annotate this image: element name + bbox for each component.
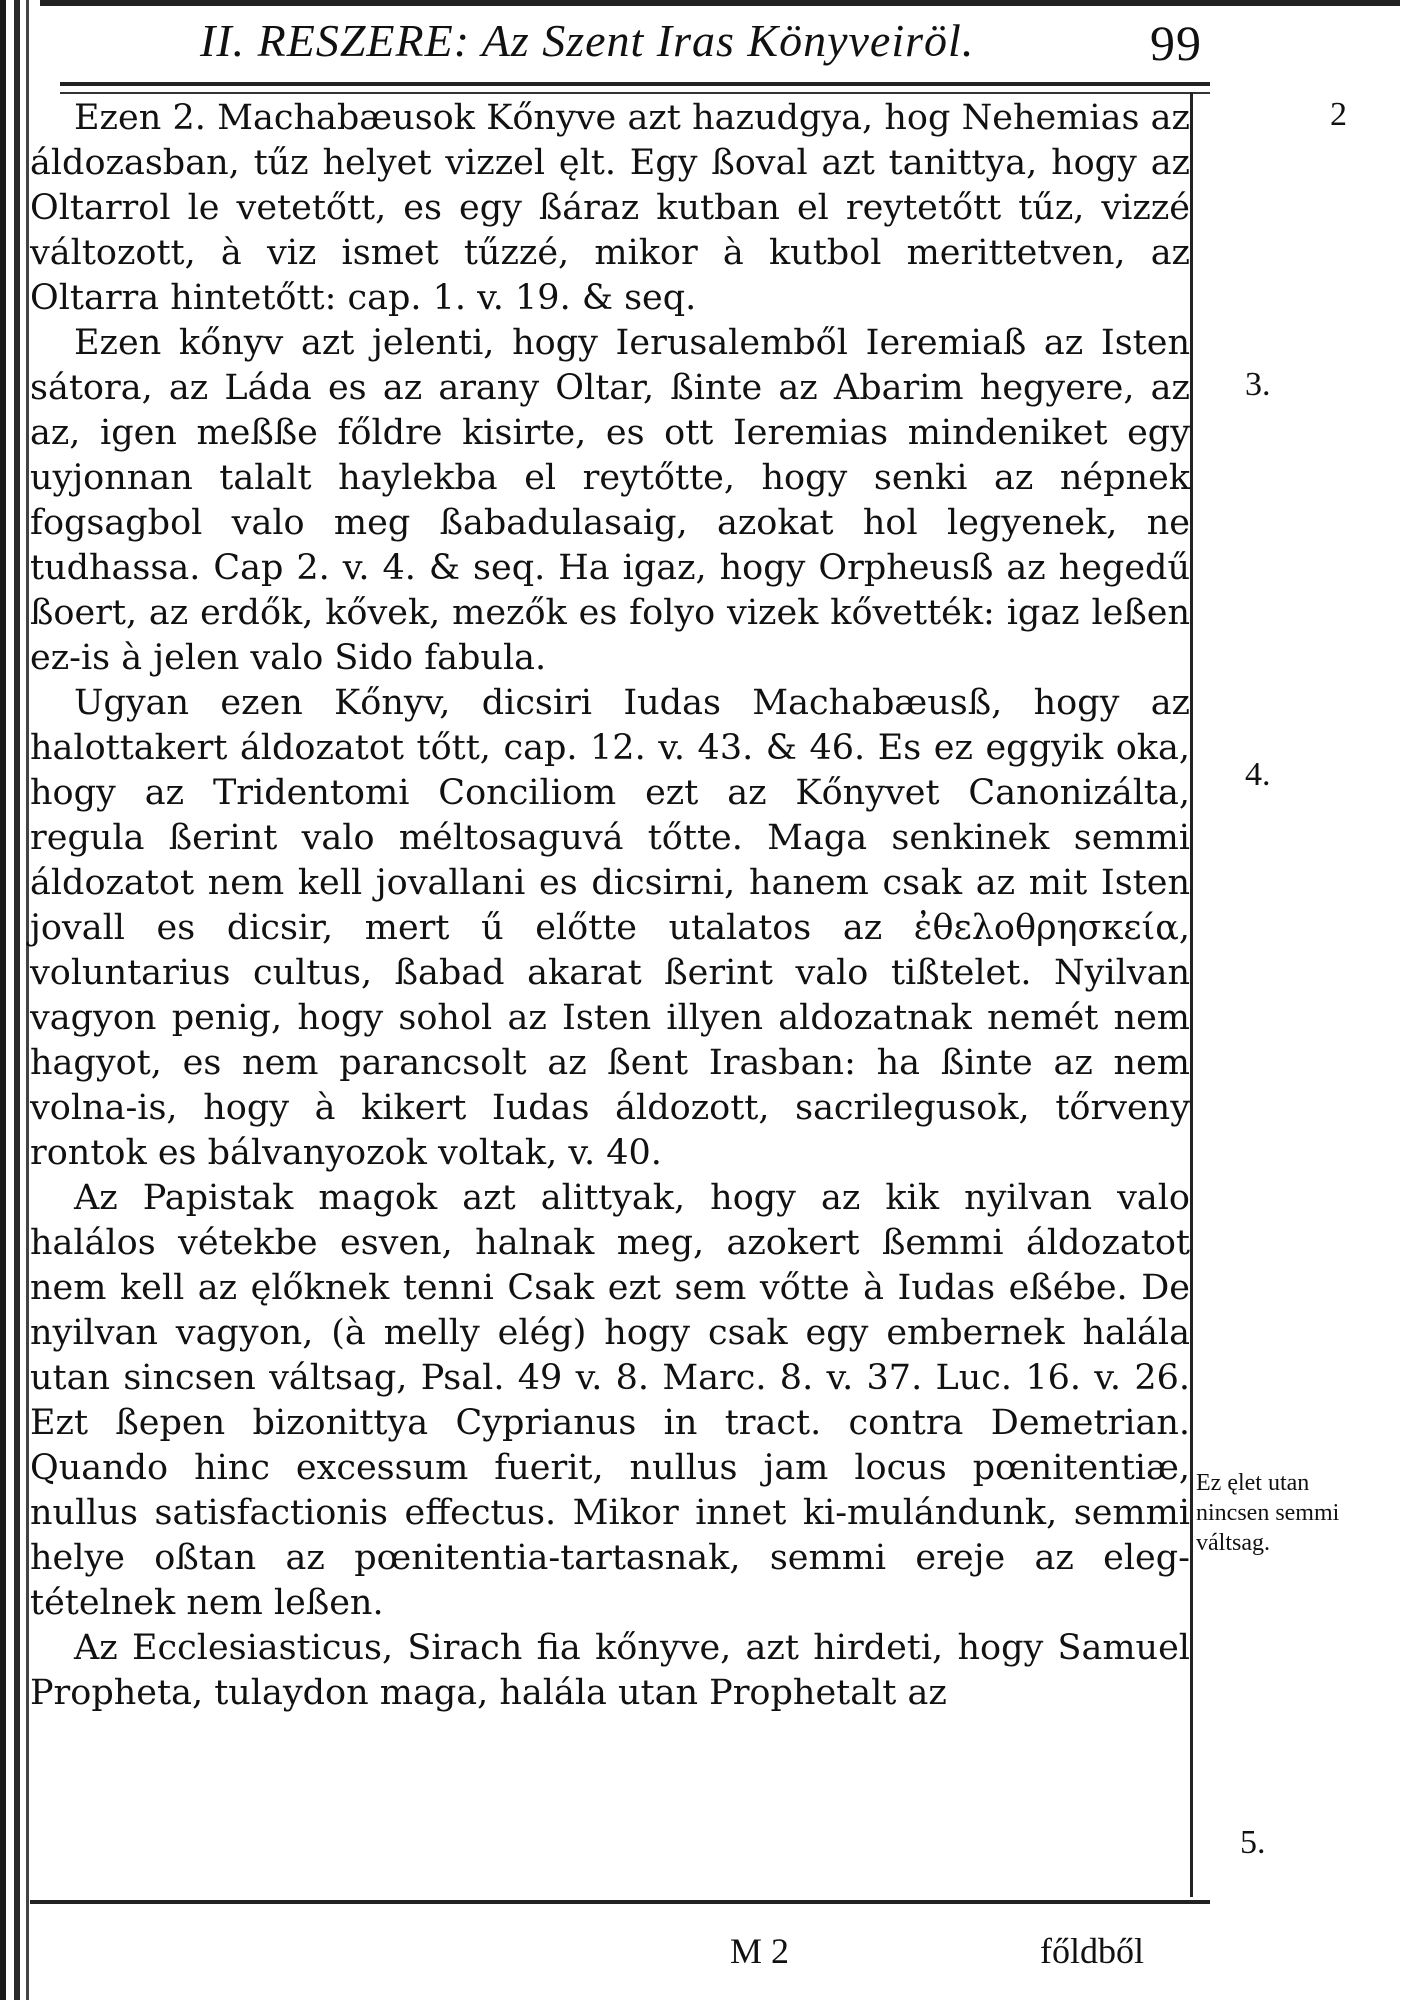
signature-mark: M 2 — [730, 1931, 790, 1971]
body-text — [30, 96, 1190, 1716]
catchword: főldből — [1040, 1931, 1144, 1971]
bottom-rule — [30, 1900, 1210, 1904]
margin-note-5: 5. — [1240, 1824, 1266, 1861]
paragraph-3: Ugyan ezen Kőnyv, dicsiri Iudas Machabæusß, hogy az halottakert áldozatot tőtt, cap. 12. v. 43. & 46. Es ez eggyik oka, hogy az Tridentomi Conciliom ezt az Kőnyvet Canonizálta, regula ßerint valo méltosaguvá tőtte. Maga senkinek semmi áldozatot nem kell jovallani es dicsirni, hanem csak az mit Isten jovall es dicsir, mert ű előtte utalatos az ἐθελοθρησκεία, voluntarius cultus, ßabad akarat ßerint valo tißtelet. Nyilvan vagyon penig, hogy sohol az Isten illyen aldozatnak nemét nem hagyot, es nem parancsolt az ßent Irasban: ha ßinte az nem volna-is, hogy à kikert Iudas áldozott, sacrilegusok, tőrveny rontok es bálvanyozok voltak, v. 40. — [30, 683, 1190, 1173]
margin-note-2: 2 — [1330, 96, 1347, 133]
page-number: 99 — [1150, 15, 1202, 71]
paragraph-5: Az Ecclesiasticus, Sirach fia kőnyve, azt hirdeti, hogy Samuel Propheta, tulaydon maga, halála utan Prophetalt az — [30, 1628, 1190, 1713]
header-rule-thin — [60, 92, 1210, 94]
margin-note-ez-elet: Ez ęlet utan nincsen semmi váltsag. — [1196, 1470, 1340, 1556]
paragraph-2: Ezen kőnyv azt jelenti, hogy Ierusalemből Ieremiaß az Isten sátora, az Láda es az arany Oltar, ßinte az Abarim hegyere, az az, igen meßße főldre kisirte, es ott Ieremias mindeniket egy uyjonnan talalt haylekba el reytőtte, hogy senki az népnek fogsagbol valo meg ßabadulasaig, azokat hol legyenek, ne tudhassa. Cap 2. v. 4. & seq. Ha igaz, hogy Orpheusß az hegedű ßoert, az erdők, kővek, mezők es folyo vizek kővették: igaz leßen ez-is à jelen valo Sido fabula. — [30, 323, 1190, 678]
paragraph-4: Az Papistak magok azt alittyak, hogy az kik nyilvan valo halálos vétekbe esven, halnak meg, azokert ßemmi áldozatot nem kell az ęlőknek tenni Csak ezt sem vőtte à Iudas eßébe. De nyilvan vagyon, (à melly elég) hogy csak egy embernek halála utan sincsen váltsag, Psal. 49 v. 8. Marc. 8. v. 37. Luc. 16. v. 26. Ezt ßepen bizonittya Cyprianus in tract. contra Demetrian. Quando hinc excessum fuerit, nullus jam locus pœnitentiæ, nullus satisfactionis effectus. Mikor innet ki-mulándunk, semmi helye oßtan az pœnitentia-tartasnak, semmi ereje az eleg-tételnek nem leßen. — [30, 1178, 1190, 1623]
top-border-rule — [40, 0, 1400, 6]
running-title: II. RESZERE: Az Szent Iras Könyveiröl. — [200, 15, 975, 66]
binding-edge — [0, 0, 34, 2000]
paragraph-1: Ezen 2. Machabæusok Kőnyve azt hazudgya, hog Nehemias az áldozasban, tűz helyet vizzel ęlt. Egy ßoval azt tanittya, hogy az Oltarrol le vetetőtt, es egy ßáraz kutban el reytetőtt tűz, vizzé változott, à viz ismet tűzzé, mikor à kutbol merittetven, az Oltarra hintetőtt: cap. 1. v. 19. & seq. — [30, 98, 1190, 318]
running-header — [200, 14, 1250, 80]
margin-note-4: 4. — [1245, 756, 1271, 793]
margin-column-rule — [1190, 92, 1193, 1897]
header-rule — [60, 82, 1210, 86]
margin-note-3: 3. — [1245, 366, 1271, 403]
